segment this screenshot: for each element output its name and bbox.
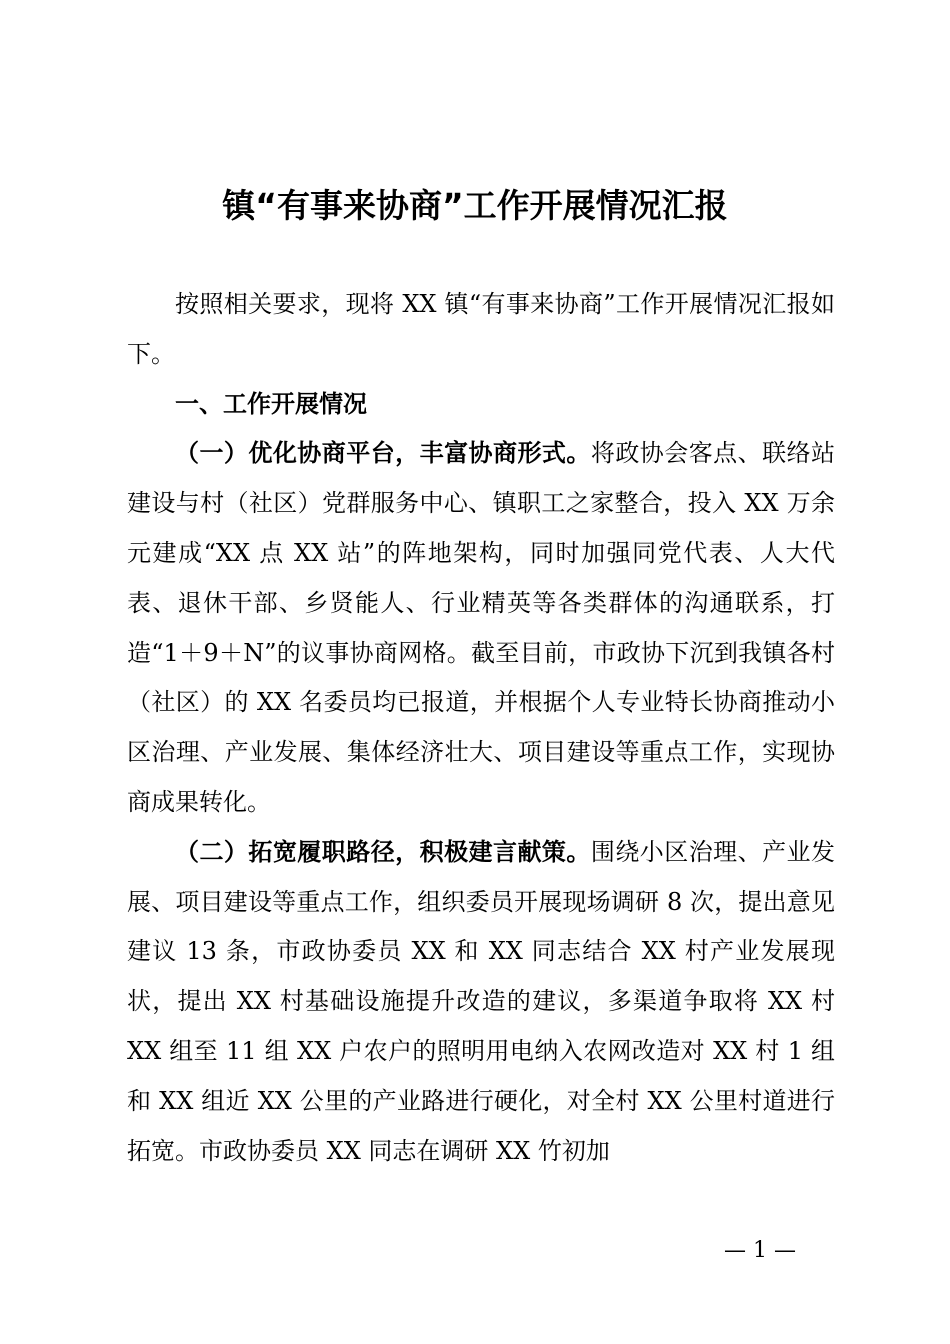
item-text-2: 围绕小区治理、产业发展、项目建设等重点工作，组织委员开展现场调研 8 次，提出意见建议 13 条，市政协委员 XX 和 XX 同志结合 XX 村产业发展现状，提出 XX 村基础设施提升改造的建议，多渠道争取将 XX 村 XX 组至 11 组 XX 户农户的照明用电纳入农网改造对 XX 村 1 组和 XX 组近 XX 公里的产业路进行硬化，对全村 XX 公里村道进行拓宽。市政协委员 XX 同志在调研 XX 竹初加 [127,837,836,1165]
item-paragraph-1 [127,429,835,827]
intro-paragraph: 按照相关要求，现将 XX 镇“有事来协商”工作开展情况汇报如下。 [127,290,835,368]
document-title: 镇“有事来协商”工作开展情况汇报 [222,186,728,225]
item-paragraph-2 [127,828,835,1177]
item-lead-2: （二）拓宽履职路径，积极建言献策。 [175,837,591,866]
section-heading: 一、工作开展情况 [175,389,367,418]
page-number: — 1 — [724,1238,796,1263]
document-body [127,280,835,1176]
item-text-1: 将政协会客点、联络站建设与村（社区）党群服务中心、镇职工之家整合，投入 XX 万余元建成“XX 点 XX 站”的阵地架构，同时加强同党代表、人大代表、退休干部、乡贤能人、行业精英等各类群体的沟通联系，打造“1＋9＋N”的议事协商网格。截至目前，市政协下沉到我镇各村（社区）的 XX 名委员均已报道，并根据个人专业特长协商推动小区治理、产业发展、集体经济壮大、项目建设等重点工作，实现协商成果转化。 [127,439,836,816]
item-lead-1: （一）优化协商平台，丰富协商形式。 [175,439,591,468]
